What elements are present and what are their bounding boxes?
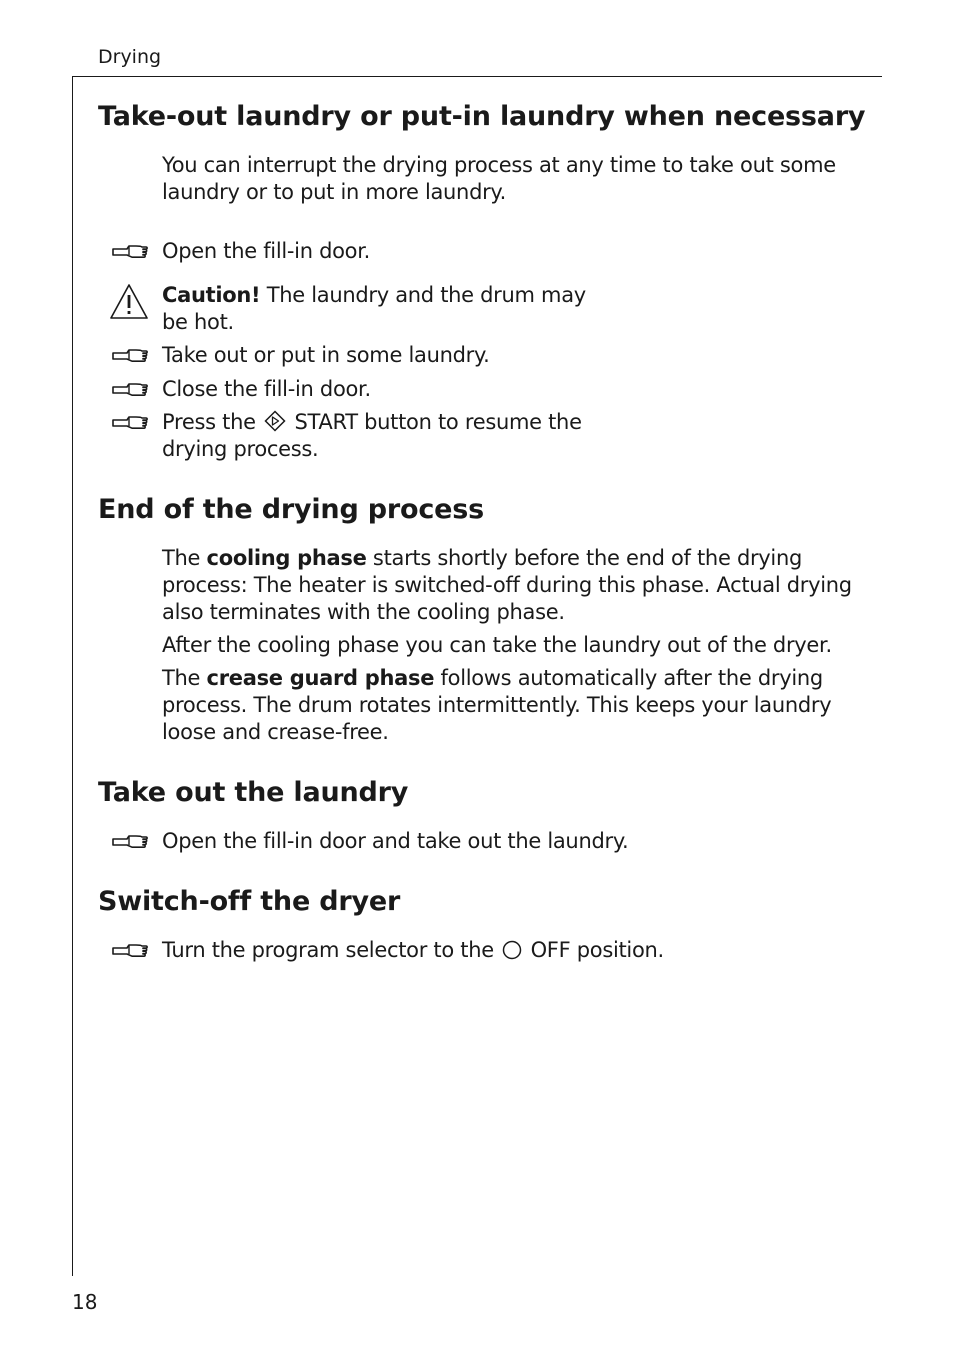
press-start-before: Press the bbox=[162, 410, 263, 434]
press-start-after: START button to resume the drying process. bbox=[162, 410, 582, 461]
pointing-hand-icon bbox=[112, 412, 148, 432]
caution-label: Caution! bbox=[162, 283, 261, 307]
pointing-hand-icon bbox=[112, 345, 148, 365]
heading-switch-off: Switch-off the dryer bbox=[98, 886, 401, 917]
heading-take-out-put-in: Take-out laundry or put-in laundry when necessary bbox=[98, 101, 866, 132]
caution-note bbox=[162, 282, 602, 336]
off-circle-icon bbox=[502, 940, 522, 960]
step-open-door: Open the fill-in door. bbox=[162, 239, 371, 263]
step-press-start bbox=[162, 409, 582, 463]
heading-take-out-laundry: Take out the laundry bbox=[98, 777, 409, 808]
running-header: Drying bbox=[98, 46, 162, 68]
margin-rule bbox=[72, 76, 73, 1276]
step-open-take-out: Open the fill-in door and take out the laundry. bbox=[162, 829, 629, 853]
cooling-phase-paragraph bbox=[162, 545, 862, 626]
pointing-hand-icon bbox=[112, 379, 148, 399]
crease-guard-term: crease guard phase bbox=[206, 666, 435, 690]
pointing-hand-icon bbox=[112, 241, 148, 261]
turn-before: Turn the program selector to the bbox=[162, 938, 501, 962]
crease-the: The bbox=[162, 666, 207, 690]
crease-rest: follows automatically after the drying process. The drum rotates intermittently. This keeps your laundry loose and crease-free. bbox=[162, 666, 832, 744]
step-take-out-put-in: Take out or put in some laundry. bbox=[162, 343, 490, 367]
cooling-phase-term: cooling phase bbox=[206, 546, 367, 570]
heading-end-of-drying: End of the drying process bbox=[98, 494, 485, 525]
start-diamond-icon bbox=[264, 410, 286, 432]
header-rule bbox=[72, 76, 882, 77]
warning-triangle-icon bbox=[108, 282, 150, 322]
turn-after: OFF position. bbox=[524, 938, 664, 962]
cooling-rest: starts shortly before the end of the drying process: The heater is switched-off during this phase. Actual drying also terminates with the cooling phase. bbox=[162, 546, 852, 624]
step-turn-selector bbox=[162, 937, 664, 964]
pointing-hand-icon bbox=[112, 831, 148, 851]
after-cooling-paragraph: After the cooling phase you can take the laundry out of the dryer. bbox=[162, 633, 832, 657]
caution-text: The laundry and the drum may be hot. bbox=[162, 283, 586, 334]
pointing-hand-icon bbox=[112, 940, 148, 960]
page-number: 18 bbox=[72, 1290, 98, 1314]
step-close-door: Close the fill-in door. bbox=[162, 377, 371, 401]
intro-paragraph: You can interrupt the drying process at any time to take out some laundry or to put in more laundry. bbox=[162, 153, 836, 204]
crease-guard-paragraph bbox=[162, 665, 862, 746]
cooling-the: The bbox=[162, 546, 207, 570]
